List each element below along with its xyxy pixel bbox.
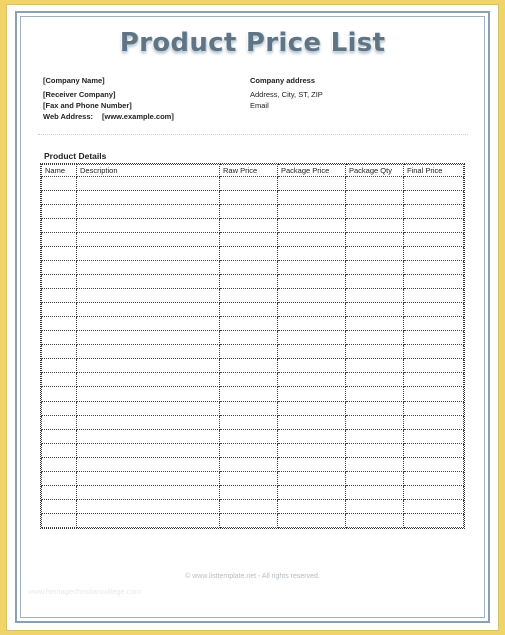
- table-cell[interactable]: [278, 219, 346, 233]
- column-header-final-price: Final Price: [404, 165, 464, 177]
- table-cell[interactable]: [42, 499, 77, 513]
- table-cell[interactable]: [77, 191, 220, 205]
- table-cell[interactable]: [278, 191, 346, 205]
- table-cell[interactable]: [42, 401, 77, 415]
- table-row: [42, 429, 464, 443]
- table-cell[interactable]: [220, 205, 278, 219]
- table-cell[interactable]: [220, 387, 278, 401]
- column-header-name: Name: [42, 165, 77, 177]
- table-cell[interactable]: [404, 429, 464, 443]
- table-cell[interactable]: [220, 415, 278, 429]
- table-cell[interactable]: [346, 387, 404, 401]
- table-cell[interactable]: [346, 331, 404, 345]
- table-cell[interactable]: [278, 485, 346, 499]
- table-cell[interactable]: [42, 275, 77, 289]
- table-row: [42, 317, 464, 331]
- table-cell[interactable]: [346, 261, 404, 275]
- table-cell[interactable]: [220, 499, 278, 513]
- product-table-container: [40, 163, 465, 529]
- table-cell[interactable]: [77, 513, 220, 527]
- column-header-package-qty: Package Qty: [346, 165, 404, 177]
- table-cell[interactable]: [404, 401, 464, 415]
- table-cell[interactable]: [404, 387, 464, 401]
- company-address-block: [250, 75, 323, 111]
- table-cell[interactable]: [77, 275, 220, 289]
- table-cell[interactable]: [278, 177, 346, 191]
- table-cell[interactable]: [278, 513, 346, 527]
- table-cell[interactable]: [77, 317, 220, 331]
- table-cell[interactable]: [220, 429, 278, 443]
- page-title: Product Price List: [119, 28, 386, 58]
- table-row: [42, 275, 464, 289]
- table-cell[interactable]: [42, 359, 77, 373]
- table-cell[interactable]: [404, 177, 464, 191]
- table-cell[interactable]: [278, 429, 346, 443]
- table-cell[interactable]: [77, 387, 220, 401]
- table-cell[interactable]: [404, 485, 464, 499]
- table-cell[interactable]: [42, 191, 77, 205]
- table-cell[interactable]: [346, 247, 404, 261]
- table-header-row: [42, 165, 464, 177]
- table-cell[interactable]: [404, 345, 464, 359]
- table-cell[interactable]: [42, 331, 77, 345]
- table-row: [42, 387, 464, 401]
- footer-copyright: © www.listtemplate.net - All rights reserved.: [185, 573, 320, 580]
- table-cell[interactable]: [346, 457, 404, 471]
- table-cell[interactable]: [346, 345, 404, 359]
- table-cell[interactable]: [42, 261, 77, 275]
- table-cell[interactable]: [346, 401, 404, 415]
- table-cell[interactable]: [42, 177, 77, 191]
- table-cell[interactable]: [346, 485, 404, 499]
- table-cell[interactable]: [77, 303, 220, 317]
- table-cell[interactable]: [77, 401, 220, 415]
- table-cell[interactable]: [404, 317, 464, 331]
- table-cell[interactable]: [346, 219, 404, 233]
- table-cell[interactable]: [77, 443, 220, 457]
- table-cell[interactable]: [404, 513, 464, 527]
- table-cell[interactable]: [77, 429, 220, 443]
- table-cell[interactable]: [42, 289, 77, 303]
- table-cell[interactable]: [278, 387, 346, 401]
- watermark-text: www.heritagechristiancollege.com: [28, 587, 141, 596]
- table-cell[interactable]: [404, 205, 464, 219]
- table-cell[interactable]: [404, 457, 464, 471]
- table-cell[interactable]: [220, 191, 278, 205]
- table-row: [42, 303, 464, 317]
- table-cell[interactable]: [220, 219, 278, 233]
- table-cell[interactable]: [77, 415, 220, 429]
- table-cell[interactable]: [346, 373, 404, 387]
- table-row: [42, 177, 464, 191]
- table-cell[interactable]: [77, 499, 220, 513]
- table-cell[interactable]: [404, 247, 464, 261]
- table-cell[interactable]: [220, 443, 278, 457]
- table-cell[interactable]: [346, 177, 404, 191]
- table-row: [42, 457, 464, 471]
- column-header-raw-price: Raw Price: [220, 165, 278, 177]
- table-cell[interactable]: [220, 513, 278, 527]
- table-cell[interactable]: [346, 191, 404, 205]
- table-cell[interactable]: [278, 415, 346, 429]
- table-cell[interactable]: [278, 247, 346, 261]
- table-cell[interactable]: [278, 275, 346, 289]
- table-row: [42, 331, 464, 345]
- table-cell[interactable]: [42, 345, 77, 359]
- table-cell[interactable]: [404, 219, 464, 233]
- table-cell[interactable]: [278, 457, 346, 471]
- table-cell[interactable]: [77, 205, 220, 219]
- table-row: [42, 191, 464, 205]
- table-cell[interactable]: [220, 177, 278, 191]
- table-cell[interactable]: [404, 499, 464, 513]
- sender-info: [43, 75, 174, 122]
- table-cell[interactable]: [404, 261, 464, 275]
- table-cell[interactable]: [220, 233, 278, 247]
- address-line: Address, City, ST, ZIP: [250, 90, 323, 99]
- company-address-label: Company address: [250, 76, 316, 85]
- table-cell[interactable]: [42, 247, 77, 261]
- receiver-company: [Receiver Company]: [43, 90, 116, 99]
- table-cell[interactable]: [278, 233, 346, 247]
- table-cell[interactable]: [42, 317, 77, 331]
- table-cell[interactable]: [220, 331, 278, 345]
- column-header-package-price: Package Price: [278, 165, 346, 177]
- table-cell[interactable]: [77, 457, 220, 471]
- table-cell[interactable]: [42, 485, 77, 499]
- table-row: [42, 359, 464, 373]
- table-row: [42, 443, 464, 457]
- web-address-label: Web Address:: [43, 112, 94, 121]
- table-cell[interactable]: [346, 205, 404, 219]
- table-row: [42, 415, 464, 429]
- table-cell[interactable]: [404, 303, 464, 317]
- table-cell[interactable]: [77, 233, 220, 247]
- table-cell[interactable]: [346, 289, 404, 303]
- table-cell[interactable]: [220, 345, 278, 359]
- table-cell[interactable]: [278, 317, 346, 331]
- table-cell[interactable]: [220, 289, 278, 303]
- table-cell[interactable]: [42, 303, 77, 317]
- table-cell[interactable]: [278, 499, 346, 513]
- table-cell[interactable]: [404, 415, 464, 429]
- table-cell[interactable]: [220, 471, 278, 485]
- table-cell[interactable]: [346, 317, 404, 331]
- table-cell[interactable]: [278, 401, 346, 415]
- table-cell[interactable]: [220, 373, 278, 387]
- table-cell[interactable]: [220, 457, 278, 471]
- company-name: [Company Name]: [43, 76, 105, 85]
- table-cell[interactable]: [278, 261, 346, 275]
- table-cell[interactable]: [346, 415, 404, 429]
- product-details-heading: Product Details: [44, 151, 107, 161]
- fax-phone: [Fax and Phone Number]: [43, 101, 132, 110]
- table-row: [42, 219, 464, 233]
- table-cell[interactable]: [404, 191, 464, 205]
- table-cell[interactable]: [220, 247, 278, 261]
- table-row: [42, 233, 464, 247]
- table-row: [42, 513, 464, 527]
- table-cell[interactable]: [404, 443, 464, 457]
- table-row: [42, 247, 464, 261]
- table-cell[interactable]: [346, 303, 404, 317]
- table-cell[interactable]: [42, 205, 77, 219]
- product-table: [41, 164, 464, 528]
- table-cell[interactable]: [278, 471, 346, 485]
- table-cell[interactable]: [346, 513, 404, 527]
- table-cell[interactable]: [404, 471, 464, 485]
- table-cell[interactable]: [220, 401, 278, 415]
- table-cell[interactable]: [42, 457, 77, 471]
- table-cell[interactable]: [404, 359, 464, 373]
- table-cell[interactable]: [278, 443, 346, 457]
- table-cell[interactable]: [278, 303, 346, 317]
- table-cell[interactable]: [278, 373, 346, 387]
- table-cell[interactable]: [77, 177, 220, 191]
- table-cell[interactable]: [346, 275, 404, 289]
- table-cell[interactable]: [278, 331, 346, 345]
- table-row: [42, 499, 464, 513]
- table-cell[interactable]: [404, 289, 464, 303]
- table-cell[interactable]: [278, 289, 346, 303]
- table-row: [42, 345, 464, 359]
- table-cell[interactable]: [220, 359, 278, 373]
- table-row: [42, 401, 464, 415]
- table-cell[interactable]: [77, 345, 220, 359]
- table-cell[interactable]: [77, 247, 220, 261]
- table-cell[interactable]: [220, 317, 278, 331]
- table-row: [42, 261, 464, 275]
- table-cell[interactable]: [42, 373, 77, 387]
- table-cell[interactable]: [220, 303, 278, 317]
- table-cell[interactable]: [404, 275, 464, 289]
- table-cell[interactable]: [77, 373, 220, 387]
- table-cell[interactable]: [220, 275, 278, 289]
- table-body: [42, 177, 464, 528]
- table-row: [42, 205, 464, 219]
- table-row: [42, 289, 464, 303]
- table-cell[interactable]: [346, 233, 404, 247]
- table-cell[interactable]: [42, 219, 77, 233]
- table-cell[interactable]: [42, 387, 77, 401]
- table-cell[interactable]: [77, 289, 220, 303]
- web-address-row: [43, 111, 174, 122]
- table-cell[interactable]: [42, 415, 77, 429]
- table-row: [42, 373, 464, 387]
- table-cell[interactable]: [404, 373, 464, 387]
- table-cell[interactable]: [346, 359, 404, 373]
- table-cell[interactable]: [404, 233, 464, 247]
- table-cell[interactable]: [346, 443, 404, 457]
- table-cell[interactable]: [404, 331, 464, 345]
- header-separator: [38, 134, 468, 135]
- table-cell[interactable]: [278, 359, 346, 373]
- table-cell[interactable]: [42, 513, 77, 527]
- table-cell[interactable]: [77, 219, 220, 233]
- table-cell[interactable]: [220, 261, 278, 275]
- table-cell[interactable]: [278, 205, 346, 219]
- table-cell[interactable]: [346, 471, 404, 485]
- table-cell[interactable]: [42, 233, 77, 247]
- table-cell[interactable]: [42, 429, 77, 443]
- table-row: [42, 471, 464, 485]
- table-cell[interactable]: [77, 485, 220, 499]
- table-cell[interactable]: [77, 331, 220, 345]
- table-cell[interactable]: [346, 429, 404, 443]
- web-address-value: [www.example.com]: [102, 112, 174, 121]
- table-cell[interactable]: [77, 359, 220, 373]
- table-cell[interactable]: [346, 499, 404, 513]
- column-header-description: Description: [77, 165, 220, 177]
- table-cell[interactable]: [42, 471, 77, 485]
- table-cell[interactable]: [220, 485, 278, 499]
- table-row: [42, 485, 464, 499]
- table-cell[interactable]: [278, 345, 346, 359]
- table-cell[interactable]: [42, 443, 77, 457]
- email-label: Email: [250, 101, 269, 110]
- table-cell[interactable]: [77, 261, 220, 275]
- table-cell[interactable]: [77, 471, 220, 485]
